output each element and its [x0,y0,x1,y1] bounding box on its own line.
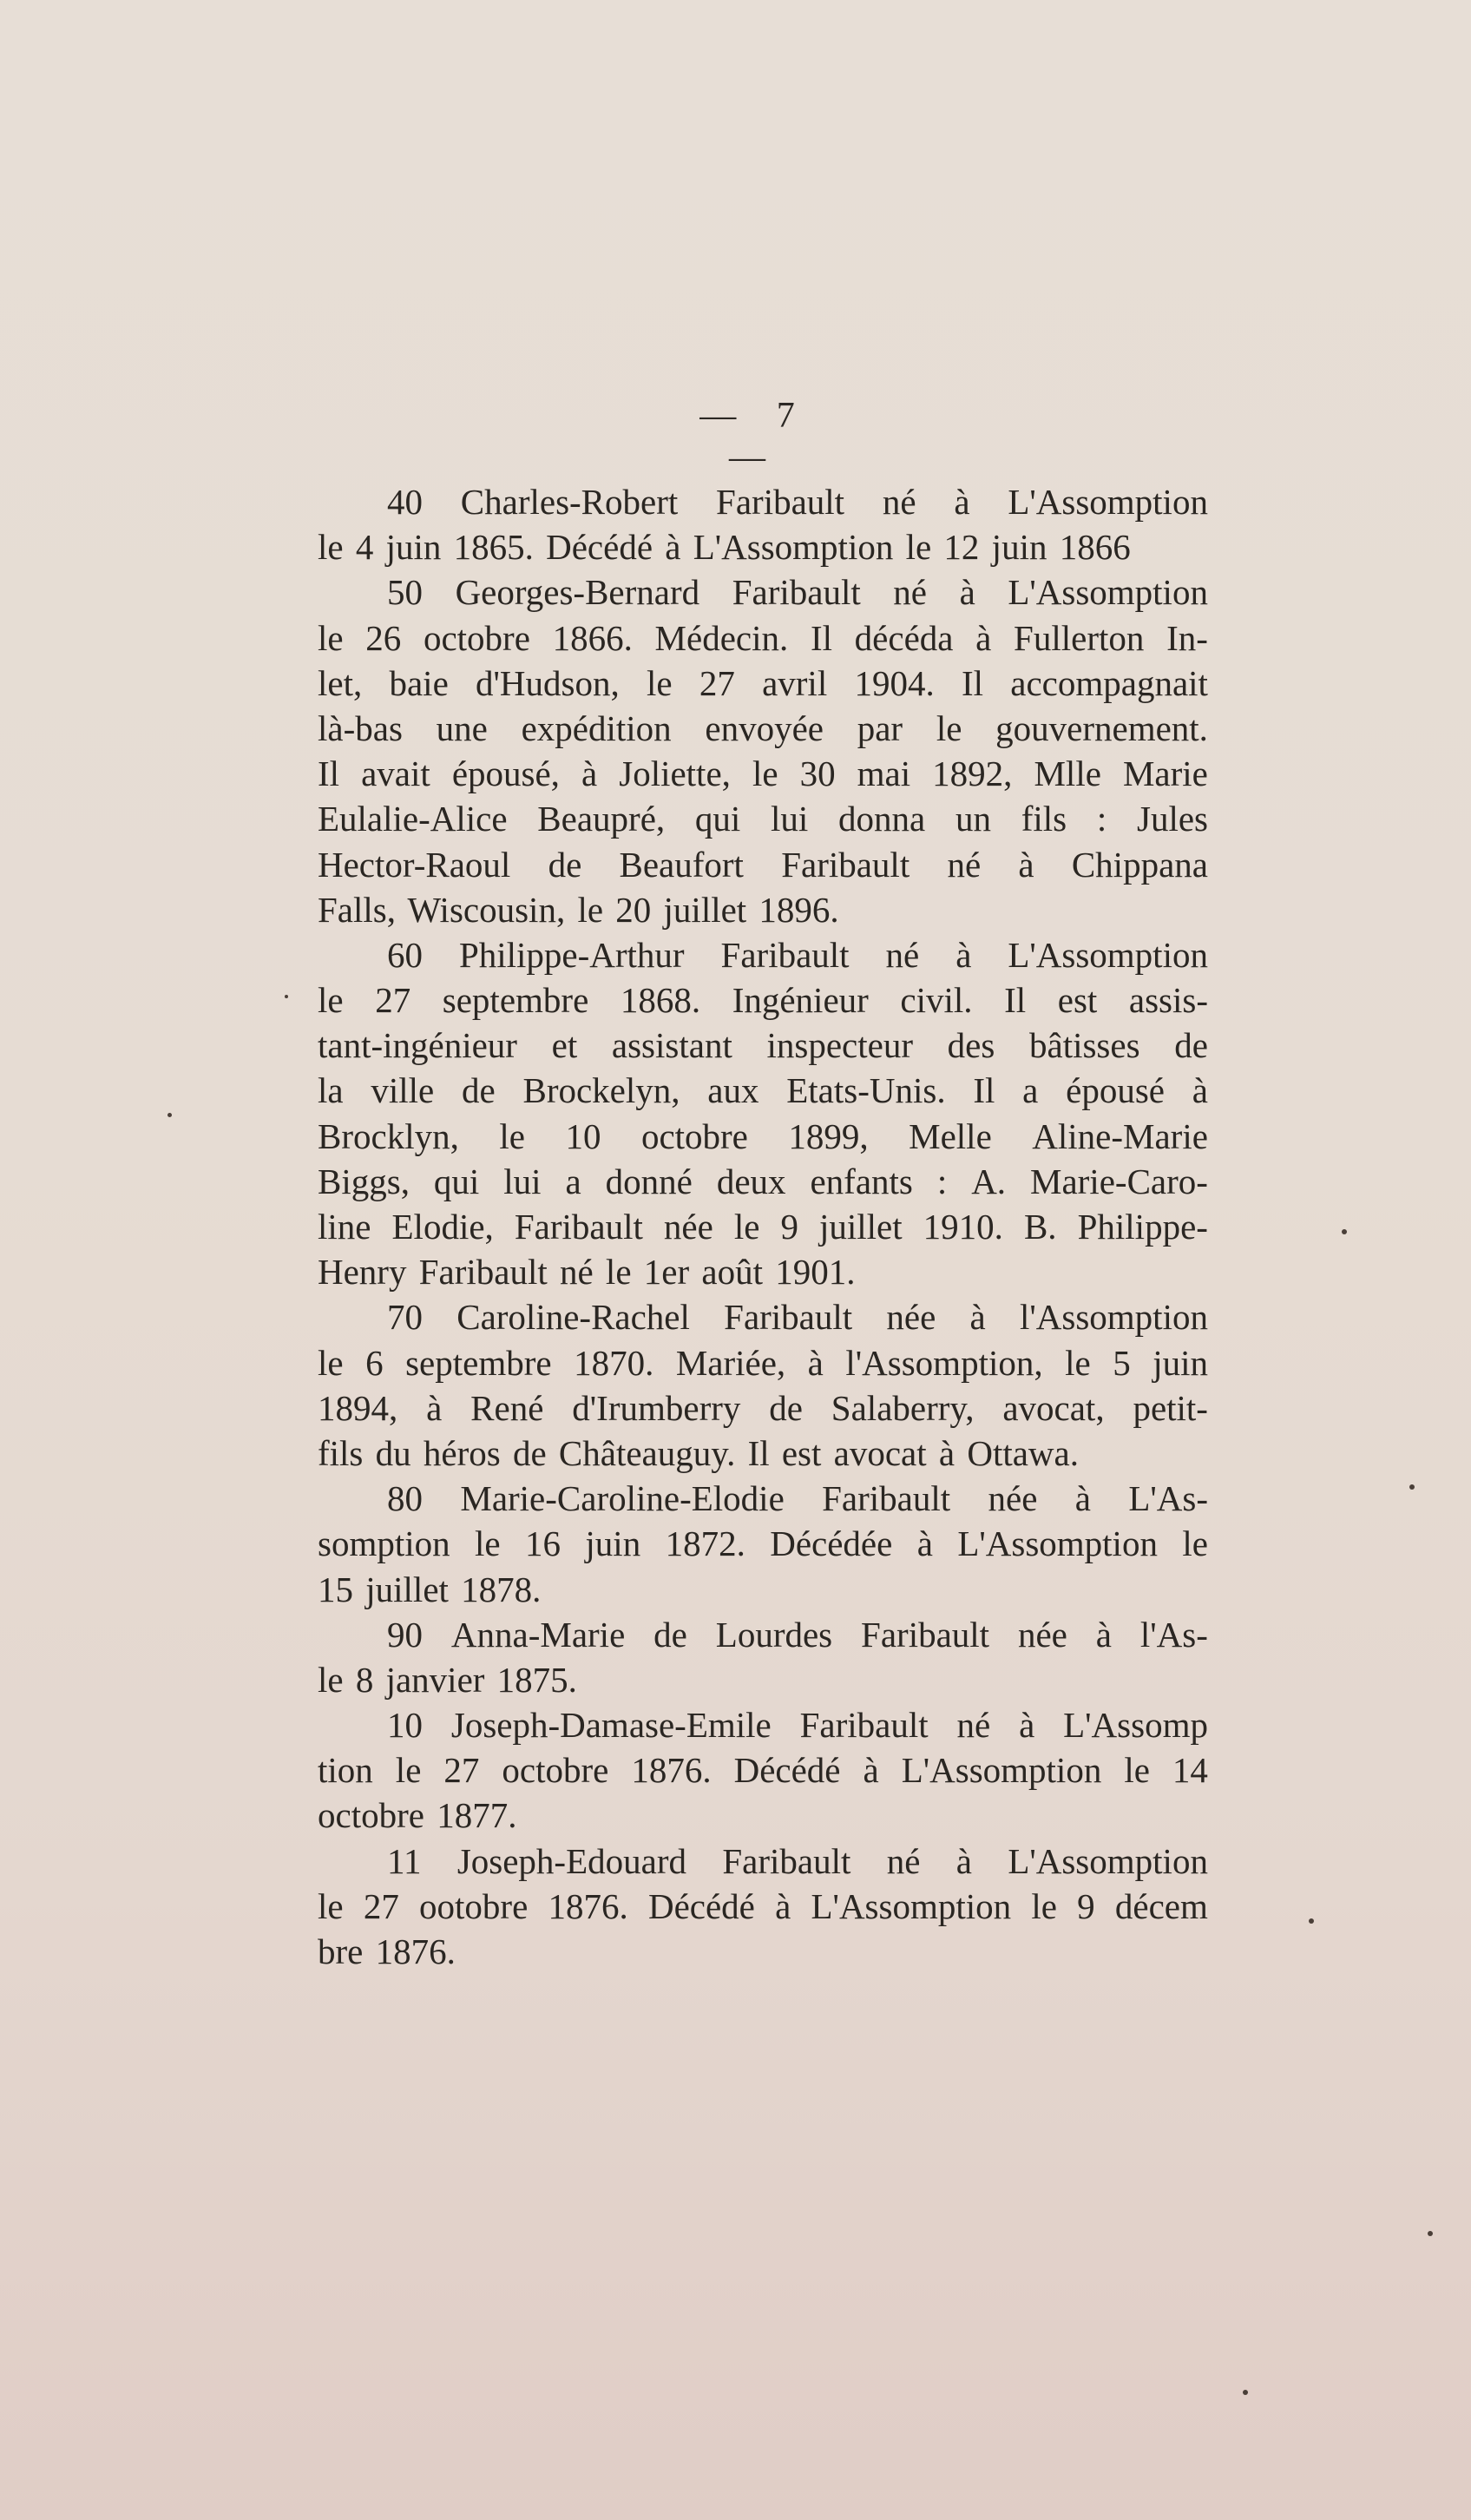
text-word: né [956,1705,991,1746]
text-line [318,479,1208,524]
text-word: 27 [375,980,411,1021]
text-word: la [318,1070,344,1111]
text-word: mai [857,753,911,794]
text-word: épousé, [451,753,560,794]
text-word: 27 [363,1885,399,1926]
text-line [318,1929,1208,1974]
text-word: a [1022,1070,1039,1111]
text-word: ootobre [419,1885,529,1926]
text-word: à [955,934,972,975]
text-word: 1870. [574,1342,654,1383]
text-word: baie [389,662,449,703]
text-word: 1899, [788,1115,869,1156]
text-word: le [936,707,962,748]
text-line [318,1747,1208,1793]
text-word: Faribault [822,1478,951,1519]
text-line [318,1839,1208,1884]
text-line [318,661,1208,706]
text-word: Faribault [799,1705,929,1746]
text-word: le [318,1342,344,1383]
text-word: 90 [387,1614,423,1655]
paper-speck [1309,1918,1314,1924]
text-word: L'Assomption [1008,1840,1208,1881]
text-word: le [318,980,344,1021]
text-word: à [955,1840,972,1881]
text-word: gouvernement. [995,707,1208,748]
text-word: assis- [1128,980,1208,1021]
text-word: le [1124,1750,1150,1791]
text-line [318,1249,1208,1294]
text-word: 26 [365,617,402,658]
text-word: à [775,1885,791,1926]
text-line [318,1884,1208,1929]
text-word: et [551,1025,578,1066]
text-word: un [955,799,991,839]
text-word: In- [1166,617,1208,658]
paper-speck [1342,1229,1347,1234]
text-line [318,1793,1208,1838]
text-word: 50 [387,572,423,613]
text-word: Brockelyn, [522,1070,680,1111]
text-word: donna [838,799,926,839]
text-word: A. [971,1161,1007,1201]
text-line-content: fils du héros de Châteauguy. Il est avocat à Ottawa. [318,1432,1079,1473]
text-word: octobre [640,1115,748,1156]
text-word: aux [707,1070,759,1111]
text-word: Faribault [514,1207,643,1247]
text-word: de [462,1070,496,1111]
text-word: 10 [387,1705,423,1746]
text-line [318,1159,1208,1204]
text-word: des [947,1025,995,1066]
text-word: Joseph-Damase-Emile [450,1705,772,1746]
text-word: épousé [1066,1070,1165,1111]
text-word: 40 [387,482,423,522]
text-word: à [1095,1614,1112,1655]
text-word: Faribault [781,844,910,885]
text-word: L'As- [1128,1478,1208,1519]
text-word: Eulalie-Alice [318,799,508,839]
text-word: septembre [442,980,589,1021]
text-word: 5 [1113,1342,1131,1383]
text-line-content: le 8 janvier 1875. [318,1659,577,1700]
text-word: né [947,844,982,885]
text-word: Médecin. [654,617,789,658]
text-word: a [565,1161,581,1201]
text-word: Elodie, [391,1207,494,1247]
text-word: 1876. [631,1750,712,1791]
text-word: : [1096,799,1107,839]
text-line [318,977,1208,1023]
text-word: expédition [521,707,672,748]
text-word: Joliette, [619,753,731,794]
text-word: Faribault [732,572,861,613]
text-word: 9 [1077,1885,1095,1926]
text-word: le [752,753,778,794]
text-word: né [886,1840,921,1881]
text-word: Faribault [720,934,850,975]
text-word: B. [1023,1207,1057,1247]
text-word: qui [694,799,741,839]
text-word: 1866. [552,617,633,658]
text-word: octobre [423,617,530,658]
text-word: Beaufort [619,844,744,885]
text-word: à [916,1523,933,1564]
text-word: Philippe-Arthur [458,934,685,975]
text-word: 1910. [923,1207,1003,1247]
text-word: L'Assomption [957,1523,1158,1564]
text-word: Faribault [724,1297,853,1338]
text-word: Faribault [861,1614,990,1655]
text-word: Faribault [716,482,845,522]
text-word: 10 [565,1115,601,1156]
text-word: le [1031,1885,1057,1926]
text-word: Biggs, [318,1161,410,1201]
text-word: : [936,1161,948,1201]
text-word: juillet [818,1207,903,1247]
text-word: à [426,1387,443,1428]
text-word: Lourdes [715,1614,833,1655]
text-word: le [733,1207,760,1247]
text-word: à [954,482,970,522]
text-word: Philippe- [1077,1207,1208,1247]
text-line [318,1385,1208,1431]
text-word: Joseph-Edouard [456,1840,686,1881]
text-word: L'Assomption [1008,572,1208,613]
text-word: somption [318,1523,450,1564]
text-word: à [959,572,975,613]
text-word: septembre [405,1342,552,1383]
text-line-content: le 4 juin 1865. Décédé à L'Assomption le 12 juin 1866 [318,527,1131,568]
text-word: 16 [525,1523,561,1564]
text-word: Aline-Marie [1032,1115,1208,1156]
text-word: Beaupré, [537,799,666,839]
paper-speck [167,1113,172,1117]
text-word: là-bas [318,707,403,748]
text-word: Marie-Caroline-Elodie [460,1478,785,1519]
text-word: Chippana [1071,844,1208,885]
text-word: Il [1004,980,1027,1021]
text-word: à [969,1297,986,1338]
text-word: à [863,1750,879,1791]
text-word: née [1017,1614,1067,1655]
text-word: l'Assomption, [845,1342,1043,1383]
paper-speck [1428,2231,1433,2236]
text-word: line [318,1207,371,1247]
text-word: Brocklyn, [318,1115,459,1156]
text-word: le [646,662,673,703]
text-line [318,615,1208,661]
text-word: le [475,1523,501,1564]
text-word: Anna-Marie [450,1614,626,1655]
text-word: le [318,1885,344,1926]
text-line [318,524,1208,569]
text-word: Fullerton [1014,617,1145,658]
text-line [318,1023,1208,1068]
text-word: 1872. [665,1523,745,1564]
text-word: de [653,1614,687,1655]
text-word: octobre [502,1750,609,1791]
text-word: Melle [909,1115,992,1156]
text-word: ville [371,1070,435,1111]
text-word: Faribault [722,1840,851,1881]
text-word: fils [1021,799,1067,839]
text-word: tion [318,1750,373,1791]
text-word: à [807,1342,824,1383]
text-line [318,1612,1208,1657]
text-word: né [885,934,920,975]
text-word: qui [433,1161,480,1201]
text-word: 6 [365,1342,384,1383]
text-line [318,1340,1208,1385]
text-word: juin [1153,1342,1208,1383]
text-word: Caroline-Rachel [456,1297,690,1338]
text-word: 60 [387,934,423,975]
text-word: civil. [900,980,973,1021]
text-word: née [988,1478,1038,1519]
text-line-content: Falls, Wiscousin, le 20 juillet 1896. [318,889,839,930]
text-word: 1904. [854,662,935,703]
text-line [318,1114,1208,1159]
text-word: tant-ingénieur [318,1025,517,1066]
text-word: let, [318,662,363,703]
text-line [318,1521,1208,1566]
paper-speck [285,995,288,998]
text-line [318,1204,1208,1249]
body-text [318,479,1208,1974]
text-word: à [1074,1478,1091,1519]
text-word: 30 [799,753,836,794]
text-word: 1876. [548,1885,628,1926]
text-word: Décédée [770,1523,893,1564]
text-word: assistant [611,1025,732,1066]
text-word: L'Assomption [901,1750,1102,1791]
text-word: à [1192,1070,1208,1111]
text-line [318,1702,1208,1747]
text-line [318,1476,1208,1521]
text-word: 14 [1172,1750,1208,1791]
text-word: L'Assomption [1008,482,1208,522]
text-word: de [1174,1025,1208,1066]
text-word: une [436,707,488,748]
text-word: Il [961,662,984,703]
text-word: René [470,1387,544,1428]
text-line [318,1657,1208,1702]
text-word: envoyée [705,707,824,748]
text-line [318,569,1208,615]
text-line [318,1068,1208,1113]
text-word: décem [1114,1885,1208,1926]
text-word: 9 [780,1207,798,1247]
paper-speck [1243,2390,1248,2395]
text-word: avocat, [1002,1387,1105,1428]
text-line [318,842,1208,887]
text-line-content: 15 juillet 1878. [318,1569,542,1609]
text-line [318,1567,1208,1612]
text-line [318,751,1208,796]
text-word: inspecteur [766,1025,913,1066]
text-word: l'As- [1139,1614,1208,1655]
text-word: accompagnait [1010,662,1208,703]
text-word: L'Assomption [811,1885,1012,1926]
text-word: 1868. [620,980,701,1021]
text-word: lui [503,1161,542,1201]
text-line-content: octobre 1877. [318,1795,517,1836]
text-word: à [1018,844,1034,885]
text-word: le [318,617,344,658]
text-word: le [499,1115,525,1156]
text-word: le [1182,1523,1208,1564]
text-word: 1894, [318,1387,398,1428]
text-word: avril [762,662,828,703]
paper-speck [1409,1484,1415,1490]
text-word: à [1019,1705,1035,1746]
text-line [318,1431,1208,1476]
text-word: à [975,617,992,658]
text-word: Georges-Bernard [455,572,700,613]
text-word: Marie-Caro- [1030,1161,1208,1201]
text-line-content: Henry Faribault né le 1er août 1901. [318,1252,856,1293]
text-word: le [1065,1342,1091,1383]
text-line [318,1294,1208,1339]
text-word: à [581,753,598,794]
text-word: avait [361,753,430,794]
text-word: est [1057,980,1098,1021]
text-word: Charles-Robert [460,482,679,522]
text-word: Mariée, [675,1342,786,1383]
text-word: bâtisses [1029,1025,1140,1066]
text-word: enfants [810,1161,913,1201]
page-number: — 7 — [699,396,811,477]
text-line [318,706,1208,751]
text-line-content: bre 1876. [318,1931,456,1971]
text-word: Décédé [647,1885,755,1926]
text-word: le [395,1750,422,1791]
text-word: L'Assomption [1008,934,1208,975]
text-word: Etats-Unis. [786,1070,946,1111]
text-word: d'Irumberry [572,1387,741,1428]
text-word: né [893,572,927,613]
text-word: de [548,844,582,885]
text-word: 80 [387,1478,423,1519]
text-word: décéda [854,617,954,658]
text-word: de [769,1387,803,1428]
text-word: d'Hudson, [476,662,620,703]
text-word: 11 [387,1840,422,1881]
text-word: Il [810,617,832,658]
text-word: 70 [387,1297,423,1338]
text-word: 27 [699,662,735,703]
text-word: L'Assomp [1063,1705,1208,1746]
text-word: né [882,482,916,522]
text-word: donné [605,1161,693,1201]
text-word: Ingénieur [732,980,869,1021]
text-word: Mlle [1034,753,1101,794]
text-word: Hector-Raoul [318,844,511,885]
text-word: Il [973,1070,995,1111]
text-word: Salaberry, [831,1387,975,1428]
text-word: lui [771,799,809,839]
text-word: deux [716,1161,786,1201]
text-word: Jules [1137,799,1208,839]
text-line [318,932,1208,977]
text-line [318,796,1208,841]
text-word: Marie [1122,753,1208,794]
text-word: née [886,1297,936,1338]
text-word: petit- [1133,1387,1208,1428]
text-word: 27 [443,1750,480,1791]
text-word: 1892, [932,753,1013,794]
text-word: Il [318,753,340,794]
text-word: née [663,1207,713,1247]
text-word: par [857,707,903,748]
text-word: juin [585,1523,641,1564]
text-word: Décédé [733,1750,841,1791]
text-line [318,887,1208,932]
text-word: l'Assomption [1019,1297,1208,1338]
